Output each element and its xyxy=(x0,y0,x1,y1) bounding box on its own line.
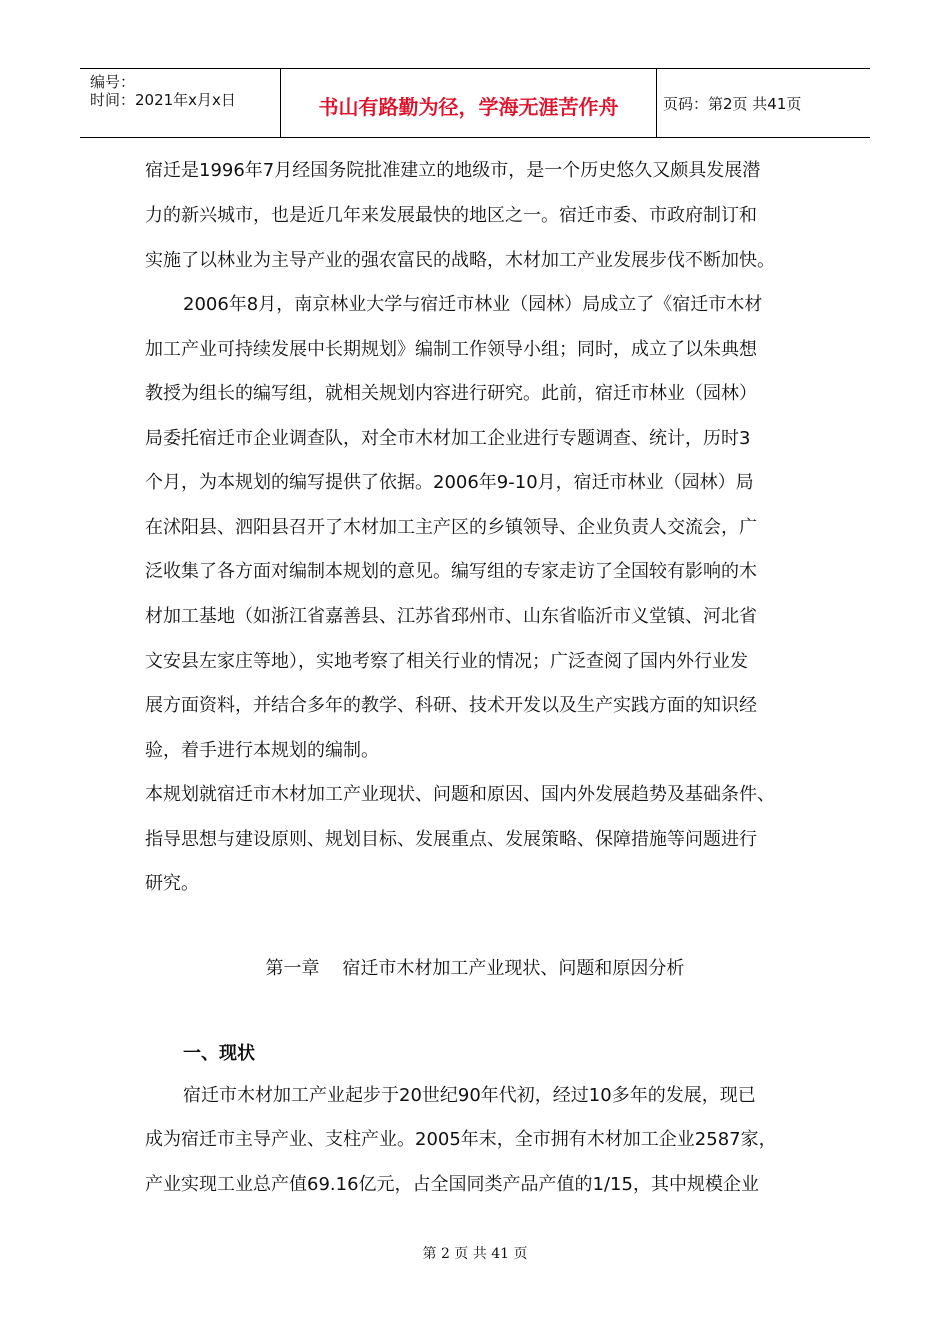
paragraph-line: 在沭阳县、泗阳县召开了木材加工主产区的乡镇领导、企业负责人交流会，广 xyxy=(145,517,757,538)
paragraph-line: 泛收集了各方面对编制本规划的意见。编写组的专家走访了全国较有影响的木 xyxy=(145,561,757,582)
paragraph-line: 本规划就宿迁市木材加工产业现状、问题和原因、国内外发展趋势及基础条件、 xyxy=(145,784,775,805)
paragraph-line: 材加工基地（如浙江省嘉善县、江苏省邳州市、山东省临沂市义堂镇、河北省 xyxy=(145,606,757,627)
paragraph-line: 成为宿迁市主导产业、支柱产业。2005年末，全市拥有木材加工企业2587家， xyxy=(145,1129,777,1150)
number-label: 编号： xyxy=(90,73,136,91)
header-info-cell xyxy=(80,69,281,137)
section-title: 一、现状 xyxy=(183,1043,255,1064)
header-table xyxy=(80,68,870,138)
paragraph-line: 2006年8月，南京林业大学与宿迁市林业（园林）局成立了《宿迁市木材 xyxy=(183,294,763,315)
paragraph-line: 局委托宿迁市企业调查队，对全市木材加工企业进行专题调查、统计，历时3 xyxy=(145,428,751,449)
paragraph-line: 实施了以林业为主导产业的强农富民的战略，木材加工产业发展步伐不断加快。 xyxy=(145,250,775,271)
paragraph-line: 文安县左家庄等地），实地考察了相关行业的情况；广泛查阅了国内外行业发 xyxy=(145,651,748,672)
paragraph-line: 宿迁是1996年7月经国务院批准建立的地级市，是一个历史悠久又颇具发展潜 xyxy=(145,160,761,181)
paragraph-line: 加工产业可持续发展中长期规划》编制工作领导小组；同时，成立了以朱典想 xyxy=(145,339,757,360)
paragraph-line: 研究。 xyxy=(145,873,199,894)
paragraph-line: 宿迁市木材加工产业起步于20世纪90年代初，经过10多年的发展，现已 xyxy=(183,1085,756,1106)
paragraph-line: 教授为组长的编写组，就相关规划内容进行研究。此前，宿迁市林业（园林） xyxy=(145,383,757,404)
motto-text: 书山有路勤为径，学海无涯苦作舟 xyxy=(318,95,619,119)
header-page-cell xyxy=(657,69,870,137)
paragraph-line: 指导思想与建设原则、规划目标、发展重点、发展策略、保障措施等问题进行 xyxy=(145,829,757,850)
paragraph-line: 产业实现工业总产值69.16亿元，占全国同类产品产值的1/15，其中规模企业 xyxy=(145,1174,759,1195)
paragraph-line: 展方面资料，并结合多年的教学、科研、技术开发以及生产实践方面的知识经 xyxy=(145,695,757,716)
page-footer: 第 2 页 共 41 页 xyxy=(422,1246,528,1262)
paragraph-line: 力的新兴城市，也是近几年来发展最快的地区之一。宿迁市委、市政府制订和 xyxy=(145,205,757,226)
paragraph-line: 验，着手进行本规划的编制。 xyxy=(145,740,379,761)
chapter-title: 第一章 宿迁市木材加工产业现状、问题和原因分析 xyxy=(265,958,685,979)
page-code: 页码：第2页 共41页 xyxy=(663,95,802,113)
paragraph-line: 个月，为本规划的编写提供了依据。2006年9-10月，宿迁市林业（园林）局 xyxy=(145,472,754,493)
date-label: 时间：2021年x月x日 xyxy=(90,91,236,109)
header-motto-cell xyxy=(281,69,657,137)
